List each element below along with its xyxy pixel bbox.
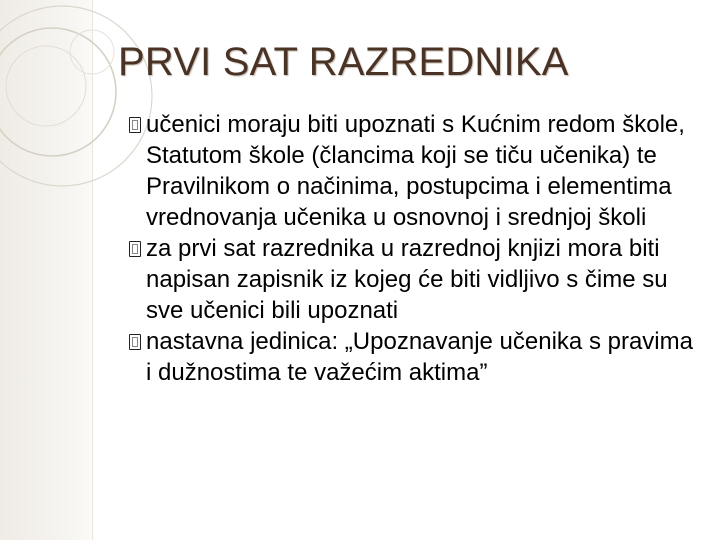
bullet-text: za prvi sat razrednika u razrednoj knjizi mora biti napisan zapisnik iz kojeg će biti vidljivo s čime su sve učenici bili upoznati bbox=[146, 235, 668, 324]
bullet-box-icon bbox=[129, 334, 141, 350]
bullet-box-icon bbox=[129, 117, 141, 133]
bullet-list bbox=[128, 109, 698, 388]
bullet-text: učenici moraju biti upoznati s Kućnim redom škole, Statutom škole (člancima koji se tiču učenika) te Pravilnikom o načinima, postupcima i elementima vrednovanja učenika u osnovnoj i srednjoj školi bbox=[146, 111, 685, 231]
bullet-text: nastavna jedinica: „Upoznavanje učenika s pravima i dužnostima te važećim aktima” bbox=[146, 328, 693, 386]
slide-title: PRVI SAT RAZREDNIKA bbox=[118, 40, 569, 84]
bullet-item bbox=[128, 233, 698, 326]
bullet-item bbox=[128, 326, 698, 388]
ring-small bbox=[70, 30, 114, 74]
ring-mid bbox=[0, 28, 116, 156]
ring-inner bbox=[6, 46, 86, 126]
bullet-item bbox=[128, 109, 698, 233]
bullet-box-icon bbox=[129, 241, 141, 257]
